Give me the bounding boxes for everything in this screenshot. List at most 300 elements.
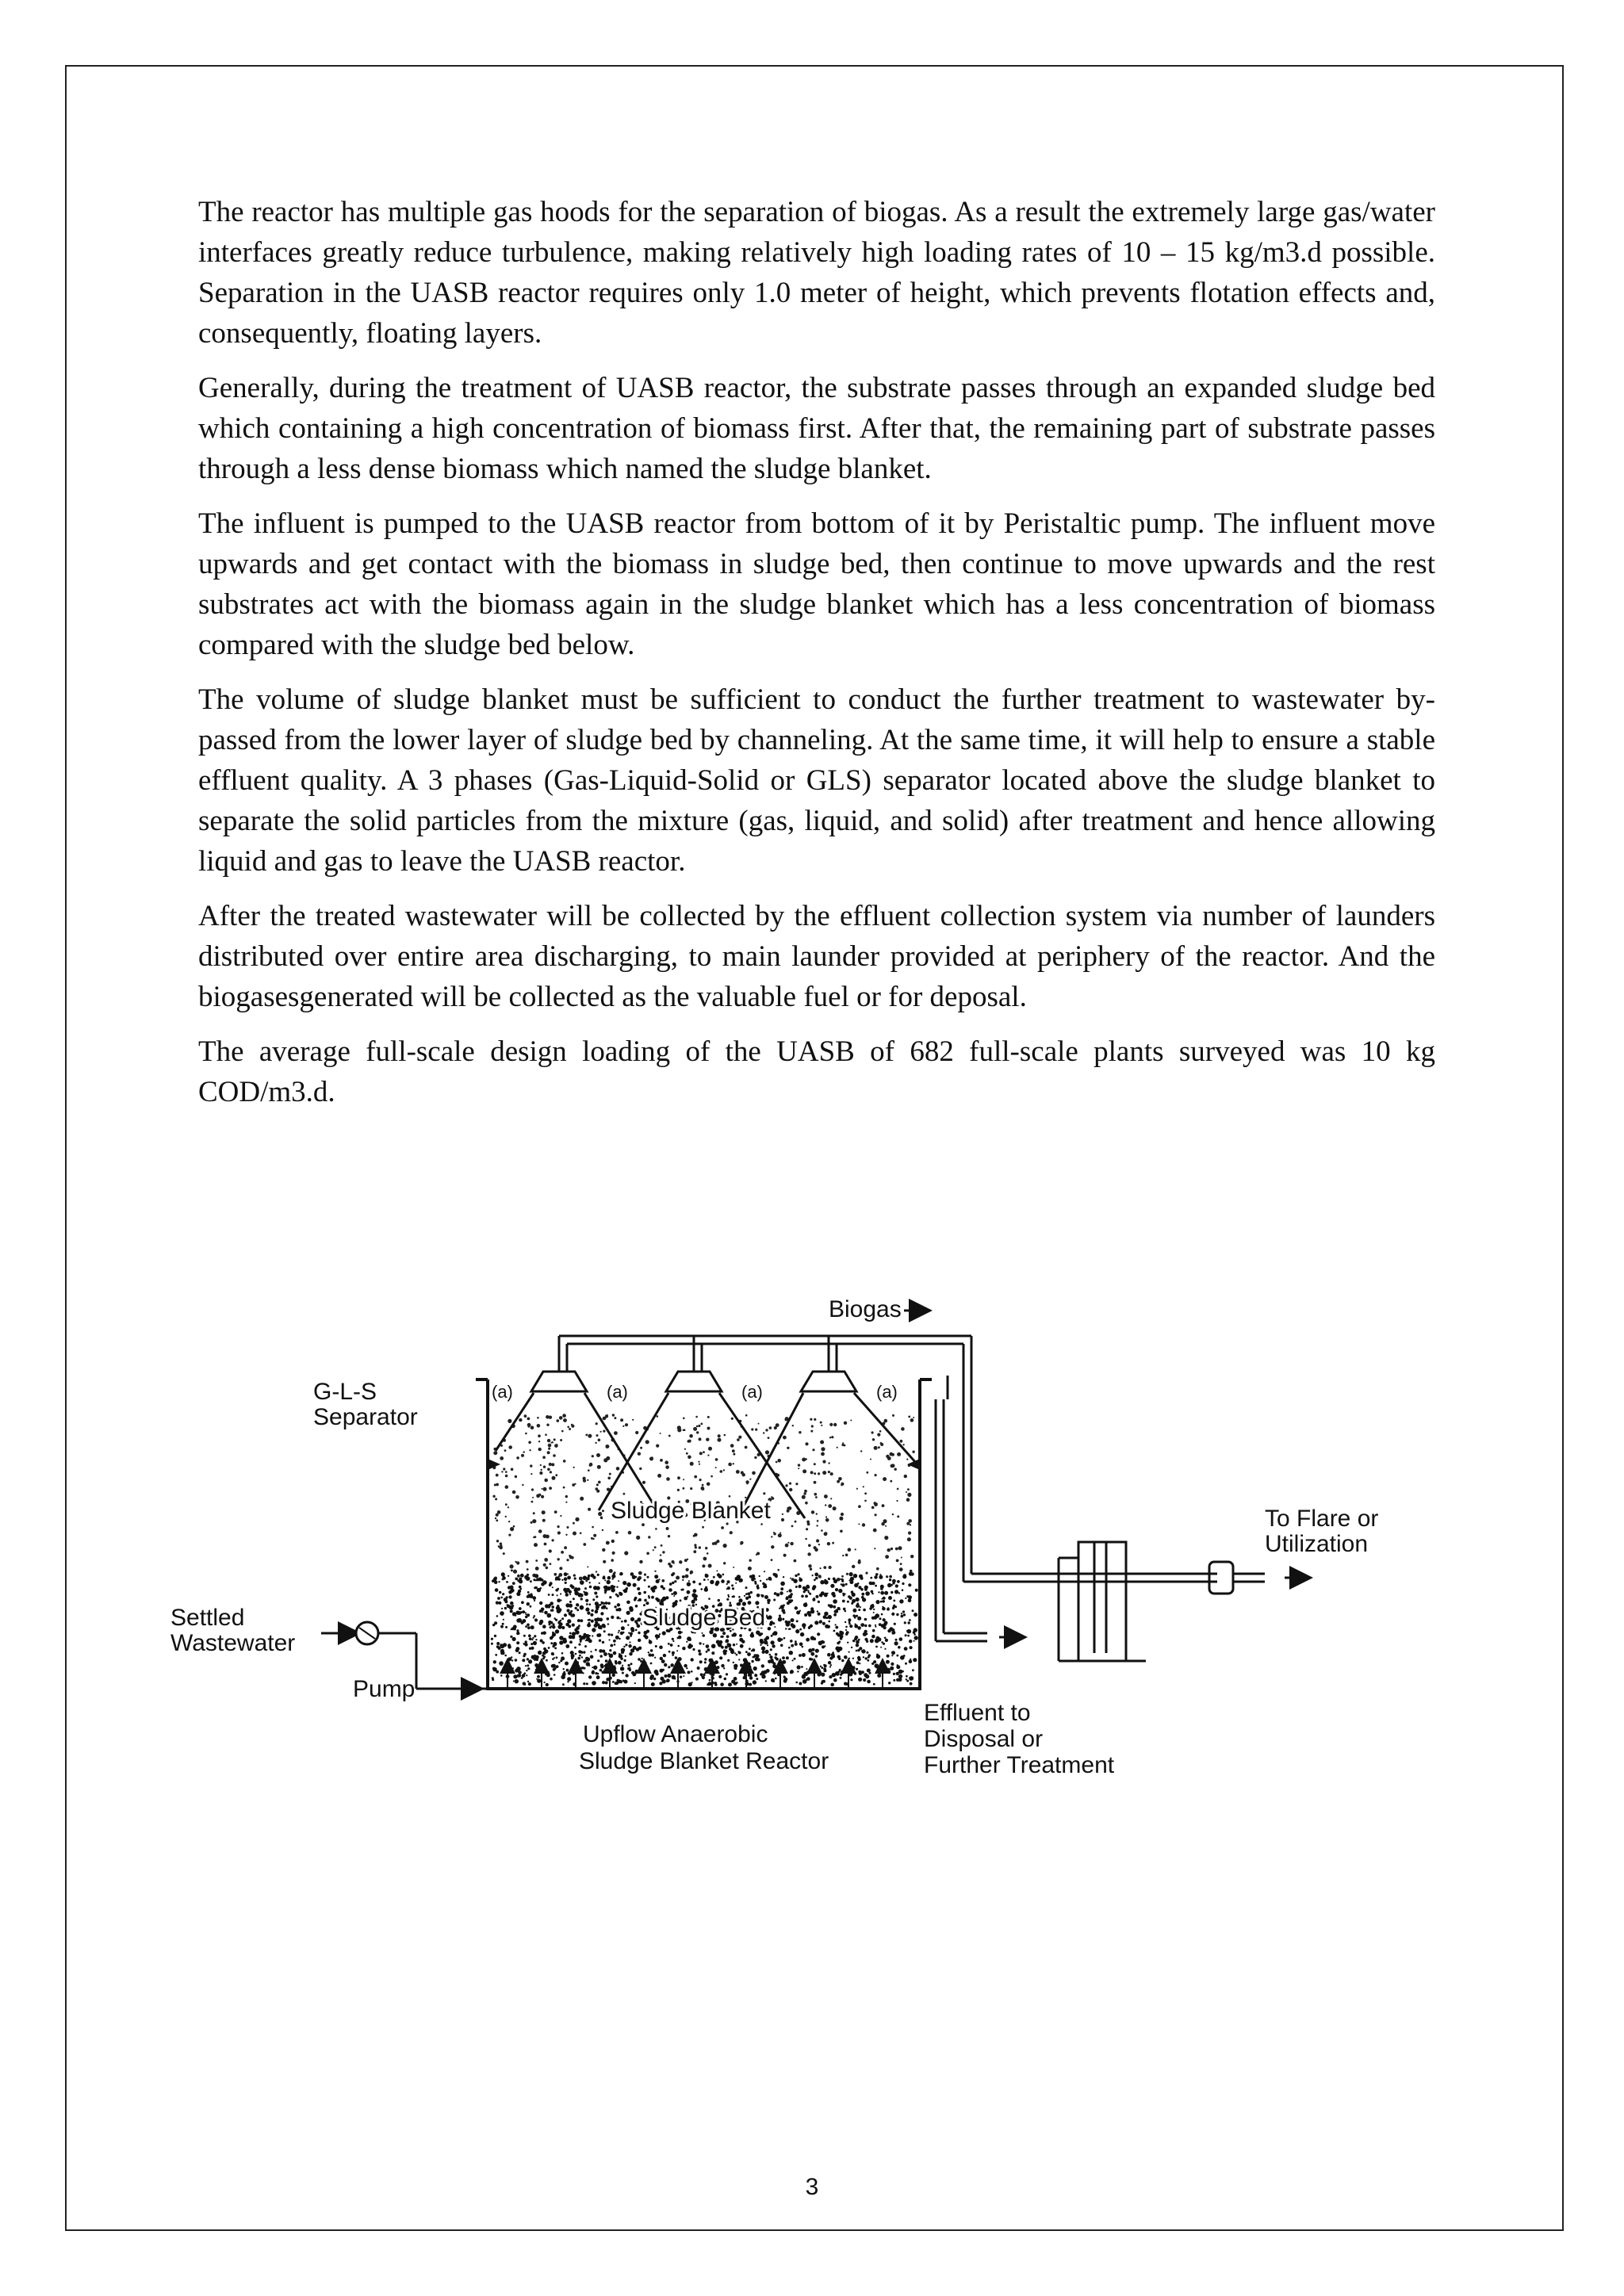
sludge-particle <box>539 1620 543 1624</box>
sludge-particle <box>626 1587 628 1590</box>
sludge-particle <box>807 1552 810 1556</box>
sludge-particle <box>864 1586 868 1590</box>
sludge-particle <box>527 1568 529 1571</box>
sludge-particle <box>908 1532 911 1535</box>
sludge-particle <box>594 1624 598 1628</box>
sludge-particle <box>732 1587 734 1590</box>
sludge-particle <box>569 1594 571 1595</box>
sludge-particle <box>652 1589 655 1592</box>
sludge-particle <box>633 1583 637 1587</box>
sludge-particle <box>827 1625 830 1628</box>
sludge-particle <box>887 1607 890 1609</box>
sludge-particle <box>893 1679 895 1682</box>
sludge-particle <box>740 1543 742 1545</box>
sludge-particle <box>615 1660 617 1663</box>
sludge-particle <box>622 1425 624 1427</box>
sludge-particle <box>707 1552 709 1555</box>
sludge-particle <box>873 1609 875 1610</box>
sludge-particle <box>831 1436 833 1438</box>
sludge-particle <box>821 1529 823 1532</box>
sludge-particle <box>720 1470 723 1473</box>
sludge-particle <box>804 1490 807 1493</box>
sludge-particle <box>496 1615 499 1617</box>
sludge-particle <box>807 1523 810 1526</box>
sludge-particle <box>654 1670 659 1674</box>
sludge-particle <box>875 1639 879 1644</box>
sludge-particle <box>682 1579 684 1581</box>
sludge-particle <box>543 1534 547 1538</box>
sludge-particle <box>496 1540 499 1542</box>
sludge-particle <box>693 1550 696 1553</box>
sludge-particle <box>747 1652 751 1656</box>
sludge-particle <box>777 1459 781 1463</box>
sludge-particle <box>863 1656 864 1658</box>
sludge-particle <box>609 1654 614 1659</box>
sludge-particle <box>522 1610 525 1613</box>
sludge-particle <box>647 1576 649 1578</box>
sludge-particle <box>871 1431 874 1433</box>
sludge-particle <box>551 1463 554 1466</box>
sludge-particle <box>859 1575 863 1578</box>
sludge-particle <box>749 1683 752 1686</box>
sludge-particle <box>584 1587 587 1590</box>
sludge-particle <box>842 1593 845 1595</box>
sludge-particle <box>617 1603 620 1606</box>
sludge-particle <box>776 1658 779 1661</box>
sludge-particle <box>588 1508 591 1511</box>
sludge-particle <box>871 1635 875 1639</box>
sludge-particle <box>543 1466 546 1468</box>
sludge-particle <box>637 1671 638 1673</box>
sludge-particle <box>549 1487 552 1490</box>
sludge-particle <box>894 1605 897 1608</box>
sludge-particle <box>492 1678 494 1681</box>
sludge-particle <box>909 1640 912 1643</box>
sludge-particle <box>564 1641 566 1644</box>
sludge-particle <box>908 1621 910 1624</box>
sludge-particle <box>703 1451 705 1453</box>
sludge-particle <box>891 1655 893 1656</box>
sludge-particle <box>906 1491 907 1493</box>
sludge-particle <box>755 1429 757 1431</box>
sludge-particle <box>685 1575 689 1578</box>
sludge-particle <box>845 1621 846 1623</box>
sludge-particle <box>684 1429 686 1431</box>
sludge-particle <box>555 1629 559 1633</box>
sludge-particle <box>544 1543 547 1546</box>
sludge-particle <box>772 1680 775 1682</box>
sludge-particle <box>883 1626 887 1629</box>
sludge-particle <box>815 1496 818 1498</box>
sludge-particle <box>525 1625 527 1628</box>
sludge-particle <box>861 1650 863 1651</box>
sludge-particle <box>888 1682 891 1684</box>
sludge-particle <box>665 1460 668 1464</box>
sludge-particle <box>891 1663 894 1666</box>
sludge-particle <box>817 1632 820 1636</box>
sludge-particle <box>722 1574 725 1576</box>
sludge-particle <box>871 1590 874 1594</box>
sludge-particle <box>747 1663 750 1666</box>
sludge-particle <box>802 1469 806 1473</box>
sludge-particle <box>576 1604 579 1606</box>
sludge-particle <box>530 1464 532 1467</box>
sludge-particle <box>805 1502 808 1505</box>
sludge-particle <box>516 1632 519 1635</box>
sludge-particle <box>695 1546 697 1548</box>
sludge-particle <box>888 1596 892 1600</box>
sludge-particle <box>603 1625 606 1628</box>
sludge-particle <box>606 1541 610 1545</box>
sludge-particle <box>555 1576 559 1580</box>
sludge-particle <box>880 1601 883 1603</box>
sludge-particle <box>522 1659 525 1662</box>
sludge-particle <box>905 1663 907 1665</box>
sludge-particle <box>622 1665 623 1667</box>
sludge-particle <box>820 1666 822 1667</box>
sludge-particle <box>591 1537 593 1540</box>
sludge-particle <box>802 1653 806 1657</box>
sludge-particle <box>733 1677 737 1681</box>
sludge-particle <box>727 1594 729 1596</box>
sludge-particle <box>518 1613 520 1615</box>
sludge-particle <box>819 1576 822 1578</box>
sludge-particle <box>607 1576 611 1580</box>
paragraph-1: The reactor has multiple gas hoods for the separation of biogas. As a result the extremely large gas/water interfaces greatly reduce turbulence, making relatively high loading rates of 10 – 15 kg/m3.d possible. Separation in the UASB reactor requires only 1.0 meter of height, which prevents flotation effects and, consequently, floating layers. <box>198 196 1435 350</box>
sludge-particle <box>728 1463 732 1467</box>
sludge-particle <box>800 1632 804 1636</box>
sludge-particle <box>505 1626 508 1628</box>
sludge-particle <box>668 1588 672 1592</box>
sludge-particle <box>856 1644 859 1647</box>
sludge-particle <box>893 1673 895 1675</box>
sludge-particle <box>532 1497 534 1498</box>
sludge-particle <box>906 1498 910 1502</box>
sludge-particle <box>794 1559 797 1563</box>
sludge-particle <box>798 1585 801 1588</box>
sludge-particle <box>626 1582 631 1587</box>
sludge-particle <box>592 1667 593 1668</box>
sludge-particle <box>649 1640 650 1641</box>
sludge-particle <box>587 1612 590 1615</box>
sludge-particle <box>767 1599 771 1603</box>
sludge-particle <box>741 1640 745 1644</box>
sludge-particle <box>715 1582 718 1585</box>
sludge-particle <box>620 1667 624 1670</box>
sludge-particle <box>546 1415 550 1419</box>
sludge-particle <box>512 1667 514 1669</box>
sludge-particle <box>640 1447 642 1449</box>
sludge-particle <box>659 1559 662 1562</box>
sludge-particle <box>880 1443 883 1446</box>
sludge-particle <box>498 1601 501 1605</box>
sludge-particle <box>618 1608 622 1612</box>
sludge-particle <box>779 1533 781 1534</box>
sludge-particle <box>803 1590 806 1593</box>
sludge-particle <box>659 1633 661 1635</box>
sludge-particle <box>752 1648 755 1651</box>
sludge-particle <box>572 1624 575 1627</box>
sludge-particle <box>891 1651 895 1655</box>
sludge-particle <box>754 1654 756 1656</box>
sludge-particle <box>722 1632 726 1635</box>
sludge-particle <box>661 1598 665 1602</box>
sludge-particle <box>787 1591 788 1593</box>
sludge-particle <box>560 1659 562 1662</box>
sludge-particle <box>868 1624 871 1628</box>
sludge-particle <box>688 1670 691 1674</box>
sludge-particle <box>883 1618 886 1621</box>
sludge-particle <box>557 1419 560 1422</box>
sludge-particle <box>669 1582 672 1586</box>
label-settled-1: Settled <box>170 1605 245 1631</box>
sludge-particle <box>723 1667 725 1669</box>
sludge-particle <box>910 1524 911 1525</box>
sludge-particle <box>552 1645 554 1647</box>
sludge-particle <box>654 1546 657 1548</box>
sludge-particle <box>799 1682 802 1686</box>
sludge-particle <box>874 1446 878 1450</box>
sludge-particle <box>730 1531 733 1534</box>
sludge-particle <box>755 1682 756 1683</box>
sludge-particle <box>730 1601 732 1604</box>
sludge-particle <box>569 1635 573 1639</box>
sludge-particle <box>541 1578 543 1581</box>
sludge-particle <box>896 1613 898 1616</box>
sludge-particle <box>861 1593 864 1596</box>
sludge-particle <box>605 1682 608 1685</box>
sludge-particle <box>894 1468 897 1471</box>
sludge-particle <box>607 1617 610 1621</box>
sludge-particle <box>512 1637 516 1641</box>
sludge-particle <box>761 1674 765 1678</box>
sludge-particle <box>534 1663 538 1667</box>
sludge-particle <box>851 1647 852 1648</box>
sludge-particle <box>567 1677 571 1681</box>
sludge-particle <box>738 1659 740 1660</box>
sludge-particle <box>858 1670 861 1674</box>
sludge-particle <box>822 1622 825 1625</box>
sludge-particle <box>900 1440 903 1443</box>
sludge-particle <box>546 1659 548 1662</box>
sludge-particle <box>684 1597 688 1601</box>
sludge-particle <box>666 1527 669 1530</box>
sludge-particle <box>583 1682 585 1685</box>
sludge-particle <box>835 1626 838 1629</box>
sludge-particle <box>687 1559 688 1560</box>
sludge-particle <box>677 1645 680 1647</box>
sludge-particle <box>748 1671 750 1674</box>
sludge-particle <box>585 1599 588 1602</box>
sludge-particle <box>629 1652 632 1655</box>
sludge-particle <box>777 1569 779 1571</box>
label-effluent-1: Effluent to <box>924 1700 1031 1726</box>
sludge-particle <box>649 1457 653 1461</box>
sludge-particle <box>707 1579 709 1581</box>
sludge-particle <box>505 1516 507 1517</box>
sludge-particle <box>791 1644 794 1647</box>
sludge-particle <box>491 1638 493 1640</box>
sludge-particle <box>525 1433 527 1435</box>
sludge-particle <box>830 1472 833 1475</box>
sludge-particle <box>688 1440 691 1443</box>
sludge-particle <box>592 1455 594 1457</box>
sludge-particle <box>601 1517 603 1519</box>
sludge-particle <box>508 1534 511 1536</box>
sludge-particle <box>500 1543 502 1545</box>
sludge-particle <box>526 1670 527 1671</box>
sludge-particle <box>799 1578 802 1582</box>
sludge-particle <box>829 1437 831 1438</box>
sludge-particle <box>662 1679 666 1683</box>
sludge-particle <box>833 1599 837 1604</box>
sludge-particle <box>612 1681 615 1683</box>
sludge-particle <box>541 1469 542 1471</box>
sludge-particle <box>914 1633 916 1636</box>
gas-hood-2 <box>599 1372 805 1518</box>
sludge-particle <box>677 1425 681 1429</box>
sludge-particle <box>668 1435 671 1437</box>
sludge-particle <box>614 1666 616 1668</box>
sludge-particle <box>527 1667 530 1670</box>
sludge-particle <box>756 1554 757 1556</box>
sludge-particle <box>892 1632 894 1634</box>
sludge-particle <box>887 1629 891 1632</box>
sludge-particle <box>828 1462 829 1464</box>
sludge-particle <box>607 1586 611 1590</box>
sludge-particle <box>766 1578 768 1580</box>
sludge-particle <box>811 1425 814 1427</box>
sludge-particle <box>496 1474 499 1477</box>
sludge-particle <box>571 1425 574 1428</box>
sludge-particle <box>496 1519 498 1521</box>
sludge-particle <box>573 1672 575 1674</box>
sludge-particle <box>611 1588 615 1593</box>
sludge-particle <box>505 1485 509 1489</box>
sludge-particle <box>534 1600 535 1601</box>
sludge-particle <box>655 1634 659 1638</box>
sludge-particle <box>678 1631 682 1635</box>
sludge-particle <box>611 1575 615 1578</box>
sludge-particle <box>818 1641 823 1646</box>
sludge-particle <box>798 1464 800 1466</box>
sludge-particle <box>866 1633 868 1635</box>
sludge-particle <box>890 1480 892 1483</box>
sludge-particle <box>708 1682 712 1686</box>
sludge-particle <box>659 1646 663 1650</box>
sludge-particle <box>496 1601 499 1605</box>
sludge-particle <box>814 1573 818 1577</box>
sludge-particle <box>848 1651 850 1653</box>
sludge-particle <box>536 1494 540 1498</box>
sludge-particle <box>526 1674 527 1676</box>
sludge-particle <box>764 1640 768 1644</box>
sludge-particle <box>874 1548 875 1549</box>
sludge-particle <box>493 1660 496 1663</box>
sludge-particle <box>805 1442 808 1445</box>
sludge-particle <box>519 1586 522 1589</box>
sludge-particle <box>605 1663 609 1667</box>
sludge-particle <box>559 1567 562 1570</box>
sludge-particle <box>761 1664 764 1667</box>
sludge-particle <box>590 1613 593 1617</box>
sludge-particle <box>689 1434 693 1438</box>
sludge-particle <box>699 1660 703 1663</box>
sludge-particle <box>680 1676 682 1678</box>
sludge-particle <box>588 1469 590 1471</box>
sludge-particle <box>614 1644 616 1646</box>
sludge-particle <box>637 1619 640 1622</box>
sludge-particle <box>530 1473 532 1475</box>
sludge-particle <box>897 1580 900 1583</box>
sludge-particle <box>799 1431 801 1433</box>
sludge-particle <box>803 1492 806 1494</box>
sludge-particle <box>600 1612 603 1615</box>
sludge-particle <box>744 1595 745 1597</box>
sludge-particle <box>553 1454 556 1457</box>
sludge-particle <box>630 1632 633 1636</box>
sludge-particle <box>654 1575 658 1578</box>
sludge-particle <box>686 1641 688 1643</box>
sludge-particle <box>884 1637 887 1640</box>
sludge-particle <box>671 1574 674 1577</box>
sludge-particle <box>557 1531 561 1534</box>
sludge-particle <box>808 1627 810 1629</box>
sludge-particle <box>635 1576 637 1578</box>
sludge-particle <box>560 1593 561 1594</box>
sludge-particle <box>525 1616 527 1618</box>
sludge-particle <box>728 1596 730 1598</box>
sludge-particle <box>723 1562 726 1564</box>
sludge-particle <box>573 1575 576 1577</box>
sludge-particle <box>510 1609 513 1613</box>
sludge-particle <box>791 1618 795 1622</box>
sludge-particle <box>557 1588 559 1590</box>
sludge-particle <box>516 1456 519 1460</box>
sludge-particle <box>849 1580 853 1584</box>
sludge-particle <box>829 1666 831 1667</box>
sludge-particle <box>858 1523 860 1525</box>
sludge-particle <box>515 1475 517 1478</box>
sludge-particle <box>554 1667 557 1670</box>
sludge-particle <box>760 1632 763 1635</box>
sludge-particle <box>557 1594 558 1596</box>
sludge-particle <box>774 1426 777 1429</box>
sludge-particle <box>839 1609 841 1610</box>
sludge-particle <box>562 1638 566 1642</box>
sludge-particle <box>731 1418 733 1420</box>
label-settled-2: Wastewater <box>170 1630 296 1656</box>
gap-marker-1: (a) <box>492 1382 513 1402</box>
sludge-particle <box>897 1488 899 1490</box>
sludge-particle <box>775 1575 778 1578</box>
sludge-particle <box>718 1599 720 1601</box>
sludge-particle <box>832 1542 834 1544</box>
sludge-particle <box>875 1573 879 1576</box>
sludge-particle <box>878 1446 880 1448</box>
sludge-particle <box>510 1601 514 1605</box>
sludge-particle <box>512 1582 515 1585</box>
sludge-particle <box>596 1490 599 1493</box>
sludge-particle <box>818 1544 820 1545</box>
sludge-particle <box>574 1577 576 1579</box>
sludge-particle <box>891 1453 894 1456</box>
sludge-particle <box>537 1675 540 1678</box>
sludge-particle <box>542 1641 545 1644</box>
sludge-particle <box>616 1467 620 1471</box>
sludge-particle <box>580 1638 583 1641</box>
sludge-particle <box>858 1639 860 1641</box>
